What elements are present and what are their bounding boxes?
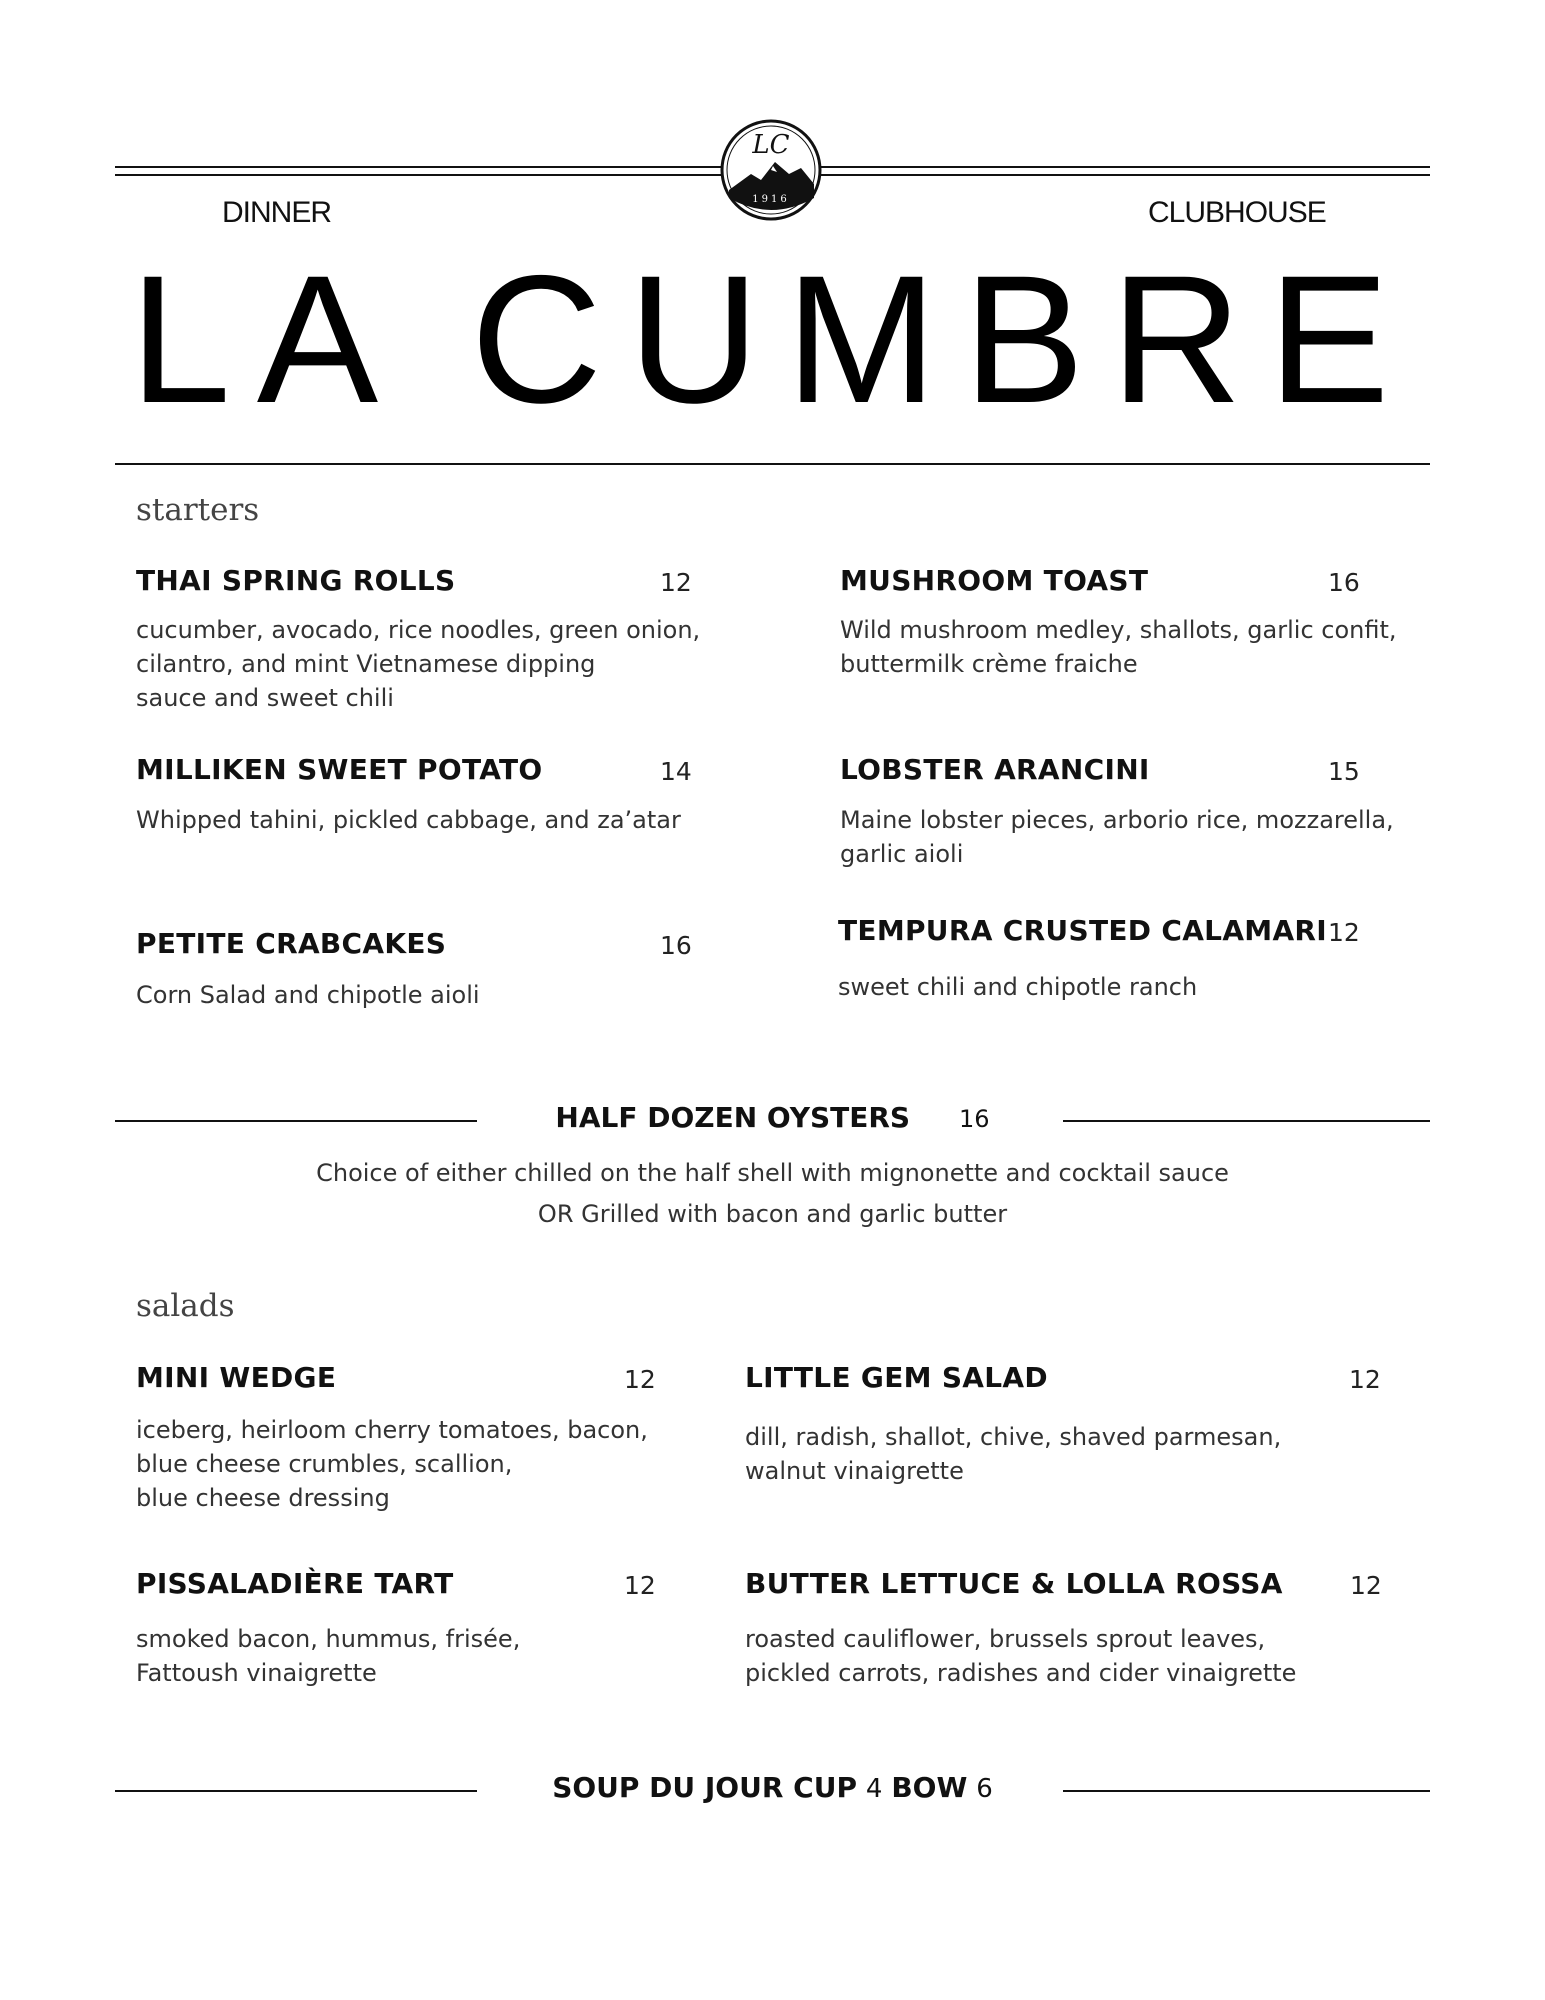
menu-item-price: 14 — [660, 757, 692, 786]
oysters-heading — [0, 1101, 1545, 1134]
menu-item-price: 12 — [1350, 1571, 1382, 1600]
starters-heading: starters — [136, 492, 260, 528]
venue-label: CLUBHOUSE — [1148, 196, 1326, 229]
logo-monogram: LC — [752, 130, 790, 160]
menu-item-price: 12 — [624, 1571, 656, 1600]
menu-item-description: iceberg, heirloom cherry tomatoes, bacon, blue cheese crumbles, scallion, blue cheese dressing — [136, 1416, 648, 1512]
menu-item-description: sweet chili and chipotle ranch — [838, 973, 1198, 1001]
menu-item-price: 16 — [1328, 568, 1360, 597]
menu-item-description: Maine lobster pieces, arborio rice, mozzarella, garlic aioli — [840, 806, 1394, 868]
restaurant-title: LA CUMBRE — [129, 237, 1416, 441]
soup-name: SOUP DU JOUR CUP — [552, 1771, 857, 1804]
oysters-name: HALF DOZEN OYSTERS — [555, 1101, 911, 1134]
menu-item-name: LITTLE GEM SALAD — [745, 1361, 1048, 1394]
oysters-description-line-2: OR Grilled with bacon and garlic butter — [537, 1200, 1008, 1228]
menu-item-price: 12 — [1328, 918, 1360, 947]
soup-cup-price: 4 — [865, 1774, 883, 1804]
menu-item-price: 16 — [660, 931, 692, 960]
club-logo — [719, 118, 823, 222]
menu-item-price: 15 — [1328, 757, 1360, 786]
menu-item-description: Whipped tahini, pickled cabbage, and za’atar — [136, 806, 681, 834]
header-rule-left-top — [115, 166, 723, 168]
menu-item-description: Corn Salad and chipotle aioli — [136, 981, 480, 1009]
menu-item-name: MUSHROOM TOAST — [840, 564, 1149, 597]
title-divider — [115, 463, 1430, 465]
menu-item-description: Wild mushroom medley, shallots, garlic confit, buttermilk crème fraiche — [840, 616, 1397, 678]
menu-item-name: LOBSTER ARANCINI — [840, 753, 1150, 786]
soup-bowl-price: 6 — [976, 1774, 993, 1804]
menu-item-name: THAI SPRING ROLLS — [136, 564, 456, 597]
menu-item-name: MILLIKEN SWEET POTATO — [136, 753, 543, 786]
meal-label: DINNER — [222, 196, 332, 229]
soup-bowl-label: BOW — [891, 1771, 968, 1804]
header-rule-right-bottom — [820, 174, 1430, 176]
oysters-price: 16 — [959, 1105, 990, 1133]
menu-item-description: dill, radish, shallot, chive, shaved parmesan, walnut vinaigrette — [745, 1423, 1282, 1485]
menu-item-description: roasted cauliflower, brussels sprout leaves, pickled carrots, radishes and cider vinaigrette — [745, 1625, 1297, 1687]
menu-item-name: TEMPURA CRUSTED CALAMARI — [838, 914, 1327, 947]
menu-item-price: 12 — [624, 1365, 656, 1394]
header-rule-left-bottom — [115, 174, 723, 176]
menu-item-price: 12 — [660, 568, 692, 597]
soup-heading — [0, 1771, 1545, 1804]
menu-item-price: 12 — [1349, 1365, 1381, 1394]
logo-year: 1916 — [752, 194, 790, 205]
menu-item-name: PETITE CRABCAKES — [136, 927, 447, 960]
menu-item-description: smoked bacon, hummus, frisée, Fattoush vinaigrette — [136, 1625, 521, 1687]
salads-heading: salads — [136, 1288, 235, 1324]
menu-item-description: cucumber, avocado, rice noodles, green onion, cilantro, and mint Vietnamese dipping sauce and sweet chili — [136, 616, 701, 712]
header-rule-right-top — [820, 166, 1430, 168]
oysters-description-line-1: Choice of either chilled on the half shell with mignonette and cocktail sauce — [316, 1159, 1229, 1187]
menu-item-name: MINI WEDGE — [136, 1361, 337, 1394]
menu-item-name: PISSALADIÈRE TART — [136, 1567, 454, 1600]
menu-item-name: BUTTER LETTUCE & LOLLA ROSSA — [745, 1567, 1283, 1600]
